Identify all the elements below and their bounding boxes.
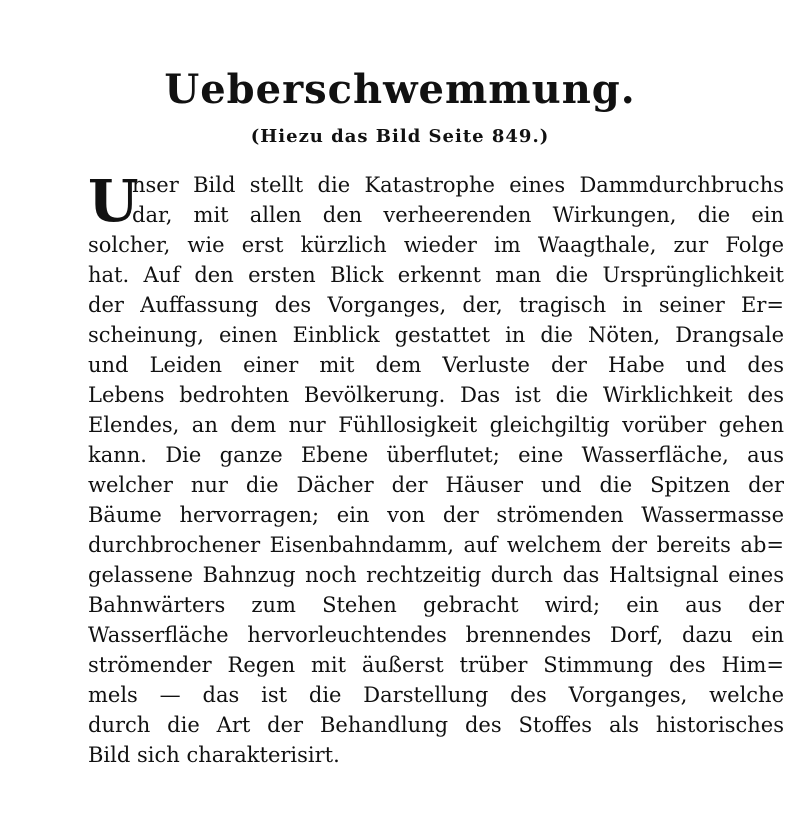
text-line: scheinung, einen Einblick gestattet in die Nöten, Drangsale — [88, 323, 784, 347]
text-line: mels — das ist die Darstellung des Vorganges, welche — [88, 683, 784, 707]
text-line: strömender Regen mit äußerst trüber Stimmung des Him= — [88, 653, 784, 677]
text-line: und Leiden einer mit dem Verluste der Habe und des — [88, 353, 784, 377]
text-line: durchbrochener Eisenbahndamm, auf welchem der bereits ab= — [88, 533, 784, 557]
text-line: dar, mit allen den verheerenden Wirkungen, die ein — [132, 203, 784, 227]
text-line: hat. Auf den ersten Blick erkennt man die Ursprünglichkeit — [88, 263, 784, 287]
article-body — [88, 167, 784, 770]
text-line: Elendes, an dem nur Fühllosigkeit gleichgiltig vorüber gehen — [88, 413, 784, 437]
text-line: der Auffassung des Vorganges, der, tragisch in seiner Er= — [88, 293, 784, 317]
text-line: Lebens bedrohten Bevölkerung. Das ist die Wirklichkeit des — [88, 383, 784, 407]
text-line: Bild sich charakterisirt. — [88, 743, 340, 767]
text-line: Bahnwärters zum Stehen gebracht wird; ein aus der — [88, 593, 784, 617]
drop-cap: U — [88, 167, 139, 235]
text-line: welcher nur die Dächer der Häuser und die Spitzen der — [88, 473, 784, 497]
text-line: Bäume hervorragen; ein von der strömenden Wassermasse — [88, 503, 784, 527]
article-subtitle: (Hiezu das Bild Seite 849.) — [250, 126, 550, 147]
text-line: durch die Art der Behandlung des Stoffes als historisches — [88, 713, 784, 737]
text-line: Wasserfläche hervorleuchtendes brennendes Dorf, dazu ein — [88, 623, 784, 647]
text-line: kann. Die ganze Ebene überflutet; eine Wasserfläche, aus — [88, 443, 784, 467]
article-title: Ueberschwemmung. — [164, 66, 636, 113]
text-line: gelassene Bahnzug noch rechtzeitig durch das Haltsignal eines — [88, 563, 784, 587]
text-line: solcher, wie erst kürzlich wieder im Waagthale, zur Folge — [88, 233, 784, 257]
text-line: nser Bild stellt die Katastrophe eines Dammdurchbruchs — [132, 173, 784, 197]
